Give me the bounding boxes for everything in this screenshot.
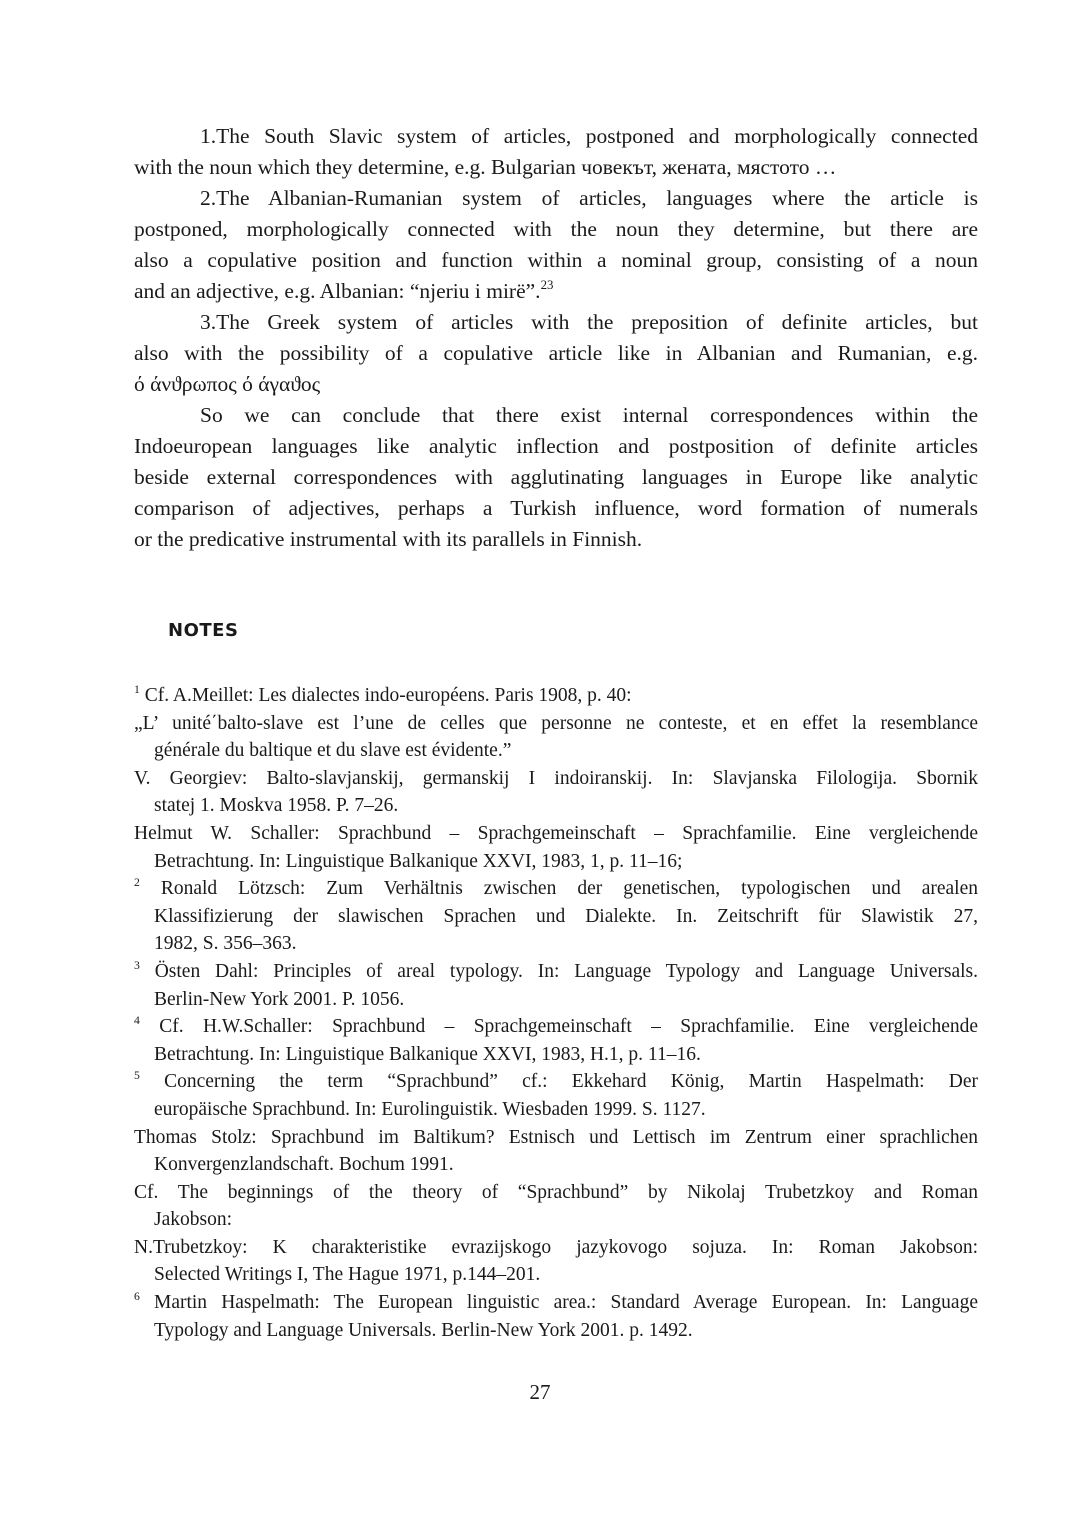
note-text: Betrachtung. In: Linguistique Balkanique XXVI, 1983, H.1, p. 11–16. (154, 1043, 701, 1065)
note-item (134, 958, 978, 1013)
note-line (134, 930, 978, 958)
note-line (134, 1289, 978, 1317)
note-text: Konvergenzlandschaft. Bochum 1991. (154, 1154, 454, 1176)
note-item (134, 820, 978, 875)
note-text: N.Trubetzkoy: K charakteristike evrazijskogo jazykovogo sojuza. In: Roman Jakobson: (134, 1236, 978, 1258)
note-text: Concerning the term “Sprachbund” cf.: Ekkehard König, Martin Haspelmath: Der (164, 1071, 979, 1093)
page-number: 27 (529, 1380, 551, 1404)
notes-heading: NOTES (168, 620, 239, 641)
footnote-number: 5 (134, 1069, 140, 1083)
note-line (134, 958, 978, 986)
line-text: So we can conclude that there exist internal correspondences within the (200, 403, 978, 427)
note-text: 1982, S. 356–363. (154, 933, 297, 955)
text-line (134, 152, 978, 183)
text-line (134, 183, 978, 214)
note-text: Klassifizierung der slawischen Sprachen und Dialekte. In. Zeitschrift für Slawistik 27, (154, 905, 978, 927)
line-text: also with the possibility of a copulative article like in Albanian and Rumanian, e.g. (134, 341, 978, 365)
text-line (134, 524, 978, 555)
footnote-number: 4 (134, 1013, 140, 1027)
note-text: Jakobson: (154, 1209, 232, 1231)
note-text: statej 1. Moskva 1958. P. 7–26. (154, 795, 399, 817)
note-text: Typology and Language Universals. Berlin-New York 2001. p. 1492. (154, 1319, 693, 1341)
note-item (134, 875, 978, 958)
note-item (134, 1013, 978, 1068)
note-text: Ronald Lötzsch: Zum Verhältnis zwischen der genetischen, typologischen und arealen (160, 878, 978, 900)
text-line (134, 276, 978, 307)
note-item (134, 682, 978, 710)
line-text: comparison of adjectives, perhaps a Turkish influence, word formation of numerals (134, 496, 978, 520)
note-text: Betrachtung. In: Linguistique Balkanique XXVI, 1983, 1, p. 11–16; (154, 850, 683, 872)
note-text: Östen Dahl: Principles of areal typology. In: Language Typology and Language Universals. (154, 960, 978, 982)
note-line (134, 1234, 978, 1262)
note-line (134, 710, 978, 738)
text-line (134, 338, 978, 369)
note-line (134, 737, 978, 765)
text-line (134, 214, 978, 245)
line-text: Indoeuropean languages like analytic inflection and postposition of definite articles (134, 434, 978, 458)
note-line (134, 1041, 978, 1069)
line-text: 1.The South Slavic system of articles, postponed and morphologically connected (200, 124, 978, 148)
footnote-number: 3 (134, 958, 140, 972)
note-item (134, 1179, 978, 1234)
note-text: Cf. The beginnings of the theory of “Sprachbund” by Nikolaj Trubetzkoy and Roman (134, 1181, 978, 1203)
note-item (134, 1124, 978, 1179)
note-line (134, 1151, 978, 1179)
line-text: with the noun which they determine, e.g. Bulgarian човекът, жената, мястото … (134, 155, 837, 179)
note-line (134, 1013, 978, 1041)
note-item (134, 1068, 978, 1123)
note-line (134, 792, 978, 820)
text-line (134, 400, 978, 431)
text-line (134, 462, 978, 493)
note-text: Selected Writings I, The Hague 1971, p.144–201. (154, 1264, 541, 1286)
footnote-number: 2 (134, 875, 140, 889)
note-text: Berlin-New York 2001. P. 1056. (154, 988, 405, 1010)
note-item (134, 1289, 978, 1344)
line-text: or the predicative instrumental with its parallels in Finnish. (134, 527, 643, 551)
note-text: Cf. A.Meillet: Les dialectes indo-européens. Paris 1908, p. 40: (144, 685, 632, 706)
paragraph (134, 307, 978, 400)
footnote-number: 6 (134, 1289, 140, 1303)
line-text: 2.The Albanian-Rumanian system of articles, languages where the article is (200, 186, 978, 210)
note-item (134, 710, 978, 765)
note-text: Helmut W. Schaller: Sprachbund – Sprachgemeinschaft – Sprachfamilie. Eine vergleichende (134, 822, 978, 844)
note-line (134, 986, 978, 1014)
text-line (134, 307, 978, 338)
paragraph (134, 400, 978, 555)
note-line (134, 820, 978, 848)
note-text: Martin Haspelmath: The European linguistic area.: Standard Average European. In: Language (153, 1292, 978, 1314)
note-line (134, 1096, 978, 1124)
line-text: also a copulative position and function within a nominal group, consisting of a noun (134, 248, 978, 272)
note-line (134, 1124, 978, 1152)
note-text: Thomas Stolz: Sprachbund im Baltikum? Estnisch und Lettisch im Zentrum einer sprachlichen (134, 1126, 978, 1148)
line-text: 3.The Greek system of articles with the preposition of definite articles, but (200, 310, 978, 334)
note-line (134, 903, 978, 931)
note-text: V. Georgiev: Balto-slavjanskij, germanskij I indoiranskij. In: Slavjanska Filologija. Sbornik (134, 767, 978, 789)
note-line (134, 875, 978, 903)
note-text: générale du baltique et du slave est évidente.” (154, 740, 512, 762)
line-text: ό άνϑρωπος ό άγαϑος (134, 372, 321, 396)
note-line (134, 848, 978, 876)
text-line (134, 245, 978, 276)
note-line (134, 1261, 978, 1289)
note-line (134, 765, 978, 793)
note-text: europäische Sprachbund. In: Eurolinguistik. Wiesbaden 1999. S. 1127. (154, 1098, 706, 1120)
footnote-ref: 23 (540, 277, 554, 292)
line-text: beside external correspondences with agglutinating languages in Europe like analytic (134, 465, 978, 489)
note-line (134, 1206, 978, 1234)
text-line (134, 493, 978, 524)
note-text: „L’ unité΄balto-slave est l’une de celles que personne ne conteste, et en effet la resemblance (134, 712, 978, 734)
line-text: and an adjective, e.g. Albanian: “njeriu i mirë”. (134, 279, 541, 303)
note-item (134, 1234, 978, 1289)
note-text: Cf. H.W.Schaller: Sprachbund – Sprachgemeinschaft – Sprachfamilie. Eine vergleichende (159, 1016, 979, 1038)
body-text (134, 121, 978, 555)
line-text: postponed, morphologically connected with the noun they determine, but there are (134, 217, 978, 241)
note-line (134, 1068, 978, 1096)
note-item (134, 765, 978, 820)
note-line (134, 1317, 978, 1345)
text-line (134, 121, 978, 152)
notes-list (134, 682, 978, 1344)
note-line (134, 682, 978, 710)
footnote-number: 1 (134, 682, 140, 696)
text-line (134, 369, 978, 400)
note-line (134, 1179, 978, 1207)
paragraph (134, 183, 978, 307)
paragraph (134, 121, 978, 183)
text-line (134, 431, 978, 462)
